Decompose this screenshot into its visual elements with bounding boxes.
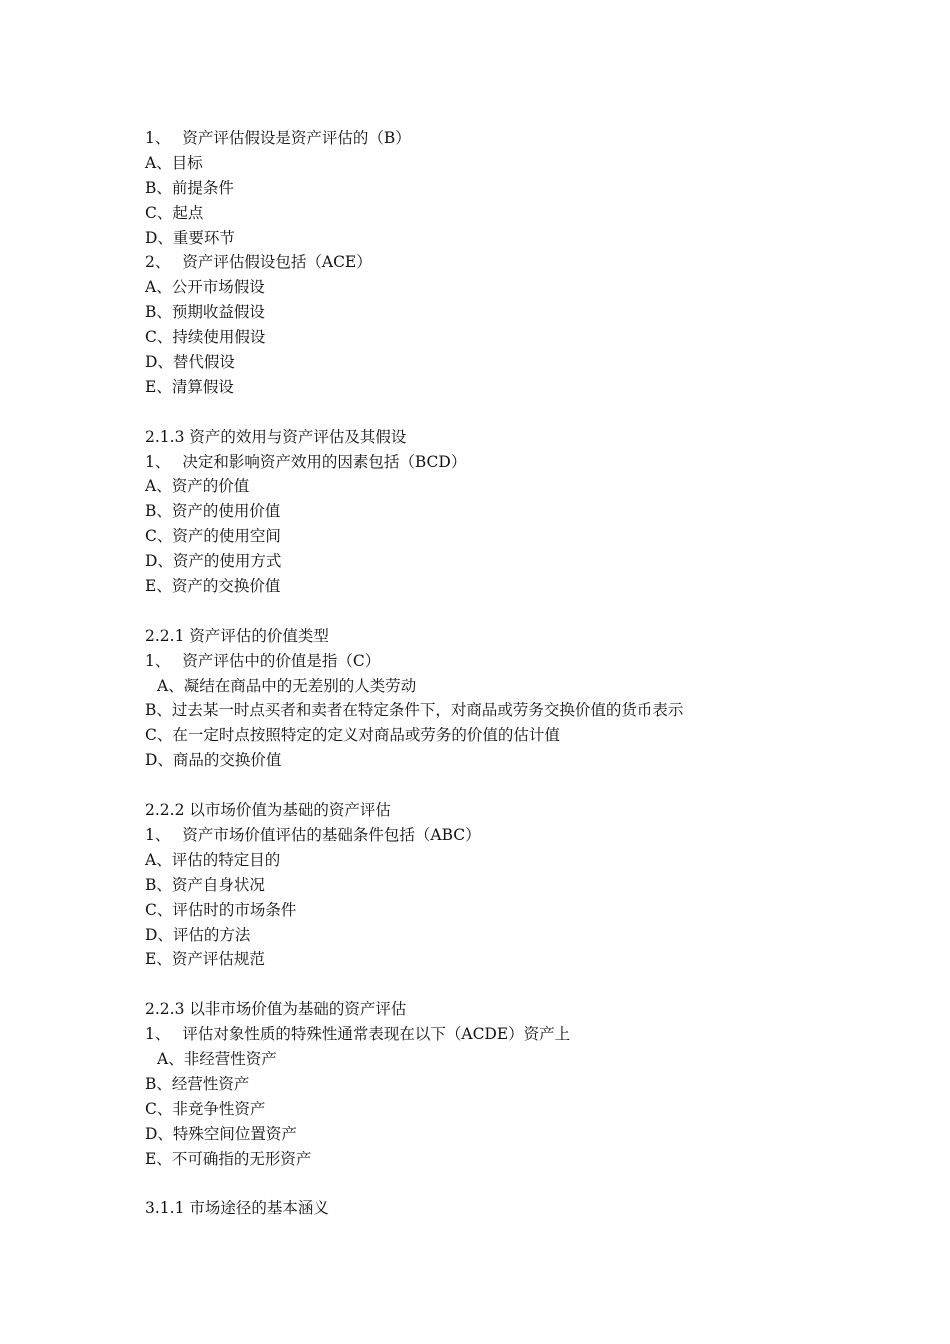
option-line: A、资产的价值 xyxy=(145,477,250,496)
option-line: D、特殊空间位置资产 xyxy=(145,1124,297,1143)
document-body xyxy=(145,126,845,1221)
option-line: D、资产的使用方式 xyxy=(145,552,282,571)
option-line: C、资产的使用空间 xyxy=(145,527,281,546)
question-text: 资产市场价值评估的基础条件包括（ABC） xyxy=(182,825,481,844)
option-line: C、评估时的市场条件 xyxy=(145,900,297,919)
option-line: A、公开市场假设 xyxy=(145,278,265,297)
option-line: A、非经营性资产 xyxy=(157,1049,277,1068)
option-line: C、起点 xyxy=(145,203,204,222)
option-line: E、不可确指的无形资产 xyxy=(145,1149,312,1168)
question-line xyxy=(145,823,845,848)
section-heading: 2.2.3 以非市场价值为基础的资产评估 xyxy=(145,1000,407,1019)
option-line: B、前提条件 xyxy=(145,178,234,197)
question-text: 资产评估假设包括（ACE） xyxy=(182,253,372,272)
option-line: D、评估的方法 xyxy=(145,925,251,944)
blank-line xyxy=(145,1171,845,1196)
question-line xyxy=(145,126,845,151)
blank-line xyxy=(145,599,845,624)
blank-line xyxy=(145,400,845,425)
option-line: C、在一定时点按照特定的定义对商品或劳务的价值的估计值 xyxy=(145,726,560,745)
question-line xyxy=(145,250,845,275)
option-line: A、目标 xyxy=(145,153,203,172)
option-line: A、评估的特定目的 xyxy=(145,850,281,869)
option-line: B、经营性资产 xyxy=(145,1074,250,1093)
question-text: 资产评估中的价值是指（C） xyxy=(182,651,381,670)
question-number: 1、 xyxy=(145,651,171,670)
option-line: C、非竞争性资产 xyxy=(145,1099,266,1118)
question-number: 1、 xyxy=(145,129,171,147)
question-line xyxy=(145,649,845,674)
option-line: E、清算假设 xyxy=(145,377,234,396)
question-number: 2、 xyxy=(145,253,171,272)
option-line: E、资产的交换价值 xyxy=(145,577,281,596)
question-text: 资产评估假设是资产评估的（B） xyxy=(182,129,411,147)
option-line: C、持续使用假设 xyxy=(145,328,266,347)
blank-line xyxy=(145,773,845,798)
option-line: B、资产的使用价值 xyxy=(145,502,281,521)
blank-line xyxy=(145,972,845,997)
section-heading: 2.1.3 资产的效用与资产评估及其假设 xyxy=(145,427,407,446)
question-number: 1、 xyxy=(145,1025,171,1044)
question-line xyxy=(145,1022,845,1047)
option-line: D、重要环节 xyxy=(145,228,235,247)
question-number: 1、 xyxy=(145,452,171,471)
option-line: B、资产自身状况 xyxy=(145,875,265,894)
option-line: D、商品的交换价值 xyxy=(145,751,282,770)
option-line: A、凝结在商品中的无差别的人类劳动 xyxy=(157,676,417,695)
option-line: B、过去某一时点买者和卖者在特定条件下，对商品或劳务交换价值的货币表示 xyxy=(145,701,684,720)
option-line: B、预期收益假设 xyxy=(145,303,265,322)
question-text: 决定和影响资产效用的因素包括（BCD） xyxy=(182,452,467,471)
question-number: 1、 xyxy=(145,825,171,844)
option-line: E、资产评估规范 xyxy=(145,950,265,969)
section-heading: 2.2.1 资产评估的价值类型 xyxy=(145,626,329,645)
option-line: D、替代假设 xyxy=(145,353,235,372)
question-text: 评估对象性质的特殊性通常表现在以下（ACDE）资产上 xyxy=(182,1025,571,1044)
section-heading: 2.2.2 以市场价值为基础的资产评估 xyxy=(145,801,391,820)
section-heading: 3.1.1 市场途径的基本涵义 xyxy=(145,1199,329,1218)
question-line xyxy=(145,450,845,475)
